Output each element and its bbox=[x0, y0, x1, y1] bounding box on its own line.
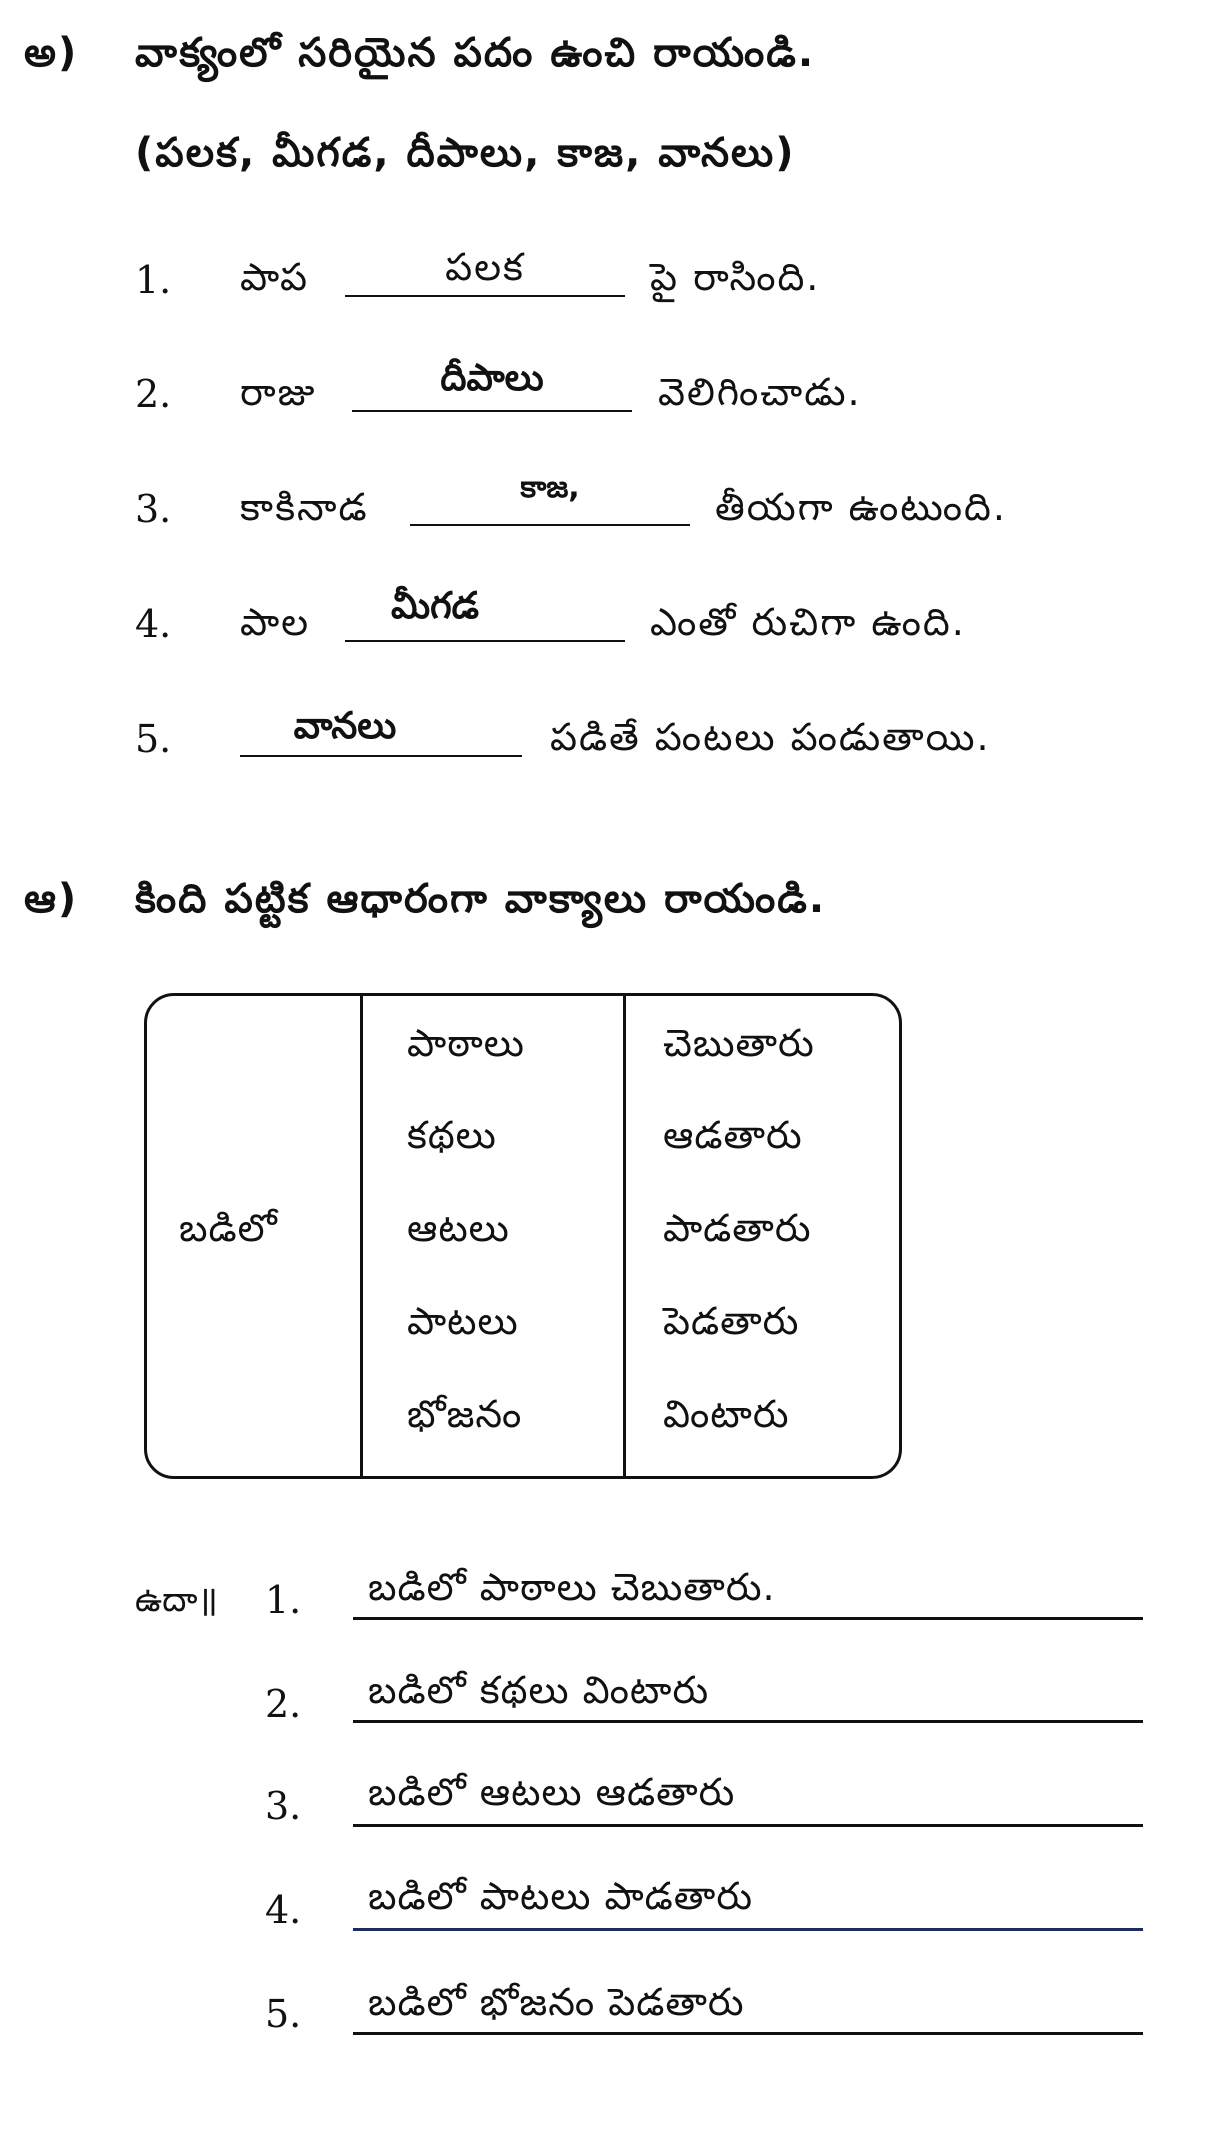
item-number: 4. bbox=[135, 602, 172, 646]
table-cell-noun: ఆటలు bbox=[407, 1206, 510, 1250]
section-b-marker: ఆ) bbox=[24, 876, 79, 922]
table-cell-verb: పాడతారు bbox=[663, 1206, 812, 1250]
item-text-before: రాజు bbox=[240, 370, 317, 414]
answer-word: కాజ, bbox=[520, 470, 580, 505]
item-text-after: పడితే పంటలు పండుతాయి. bbox=[550, 715, 991, 759]
table-cell-subject: బడిలో bbox=[179, 1206, 278, 1250]
item-text-before: పాల bbox=[240, 600, 311, 644]
answer-number: 1. bbox=[265, 1578, 302, 1622]
table-cell-noun: కథలు bbox=[407, 1113, 497, 1157]
writing-line bbox=[353, 1824, 1143, 1827]
writing-line bbox=[353, 2032, 1143, 2035]
answer-number: 3. bbox=[265, 1784, 302, 1828]
written-sentence: బడిలో కథలు వింటారు bbox=[368, 1668, 710, 1712]
item-number: 2. bbox=[135, 372, 172, 416]
answer-blank bbox=[352, 410, 632, 412]
sentence-table bbox=[144, 993, 902, 1479]
item-text-before: కాకినాడ bbox=[240, 485, 369, 529]
table-cell-verb: పెడతారు bbox=[663, 1299, 800, 1343]
written-sentence: బడిలో భోజనం పెడతారు bbox=[368, 1980, 745, 2024]
section-a-title: వాక్యంలో సరియైన పదం ఉంచి రాయండి. bbox=[135, 30, 816, 76]
answer-number: 5. bbox=[265, 1992, 302, 2036]
section-a-marker: అ) bbox=[24, 30, 79, 76]
answer-number: 4. bbox=[265, 1888, 302, 1932]
writing-line bbox=[353, 1617, 1143, 1620]
item-number: 5. bbox=[135, 717, 172, 761]
table-cell-noun: పాఠాలు bbox=[407, 1021, 525, 1065]
written-sentence: బడిలో పాటలు పాడతారు bbox=[368, 1874, 753, 1918]
answer-blank bbox=[345, 640, 625, 642]
writing-line bbox=[353, 1720, 1143, 1723]
table-cell-verb: ఆడతారు bbox=[663, 1113, 803, 1157]
written-sentence: బడిలో పాఠాలు చెబుతారు. bbox=[368, 1565, 776, 1609]
item-text-after: తీయగా ఉంటుంది. bbox=[715, 485, 1007, 529]
answer-word: మీగడ bbox=[390, 584, 480, 627]
answer-word: పలక bbox=[445, 245, 525, 289]
example-label: ఉదా॥ bbox=[135, 1580, 218, 1620]
item-text-after: వెలిగించాడు. bbox=[658, 370, 862, 414]
written-sentence: బడిలో ఆటలు ఆడతారు bbox=[368, 1770, 736, 1814]
answer-number: 2. bbox=[265, 1682, 302, 1726]
item-number: 1. bbox=[135, 258, 172, 302]
answer-blank bbox=[410, 524, 690, 526]
table-divider bbox=[360, 996, 363, 1476]
item-text-after: ఎంతో రుచిగా ఉంది. bbox=[650, 600, 966, 644]
table-divider bbox=[623, 996, 626, 1476]
section-b-title: కింది పట్టిక ఆధారంగా వాక్యాలు రాయండి. bbox=[135, 876, 827, 922]
table-cell-verb: చెబుతారు bbox=[663, 1021, 815, 1065]
section-a-options: (పలక, మీగడ, దీపాలు, కాజ, వానలు) bbox=[135, 130, 796, 176]
item-number: 3. bbox=[135, 487, 172, 531]
table-cell-noun: భోజనం bbox=[407, 1392, 523, 1436]
table-cell-verb: వింటారు bbox=[663, 1392, 790, 1436]
table-cell-noun: పాటలు bbox=[407, 1299, 519, 1343]
writing-line bbox=[353, 1928, 1143, 1931]
answer-word: దీపాలు bbox=[440, 356, 544, 399]
item-text-after: పై రాసింది. bbox=[650, 255, 821, 299]
item-text-before: పాప bbox=[240, 255, 310, 299]
answer-word: వానలు bbox=[293, 704, 397, 747]
